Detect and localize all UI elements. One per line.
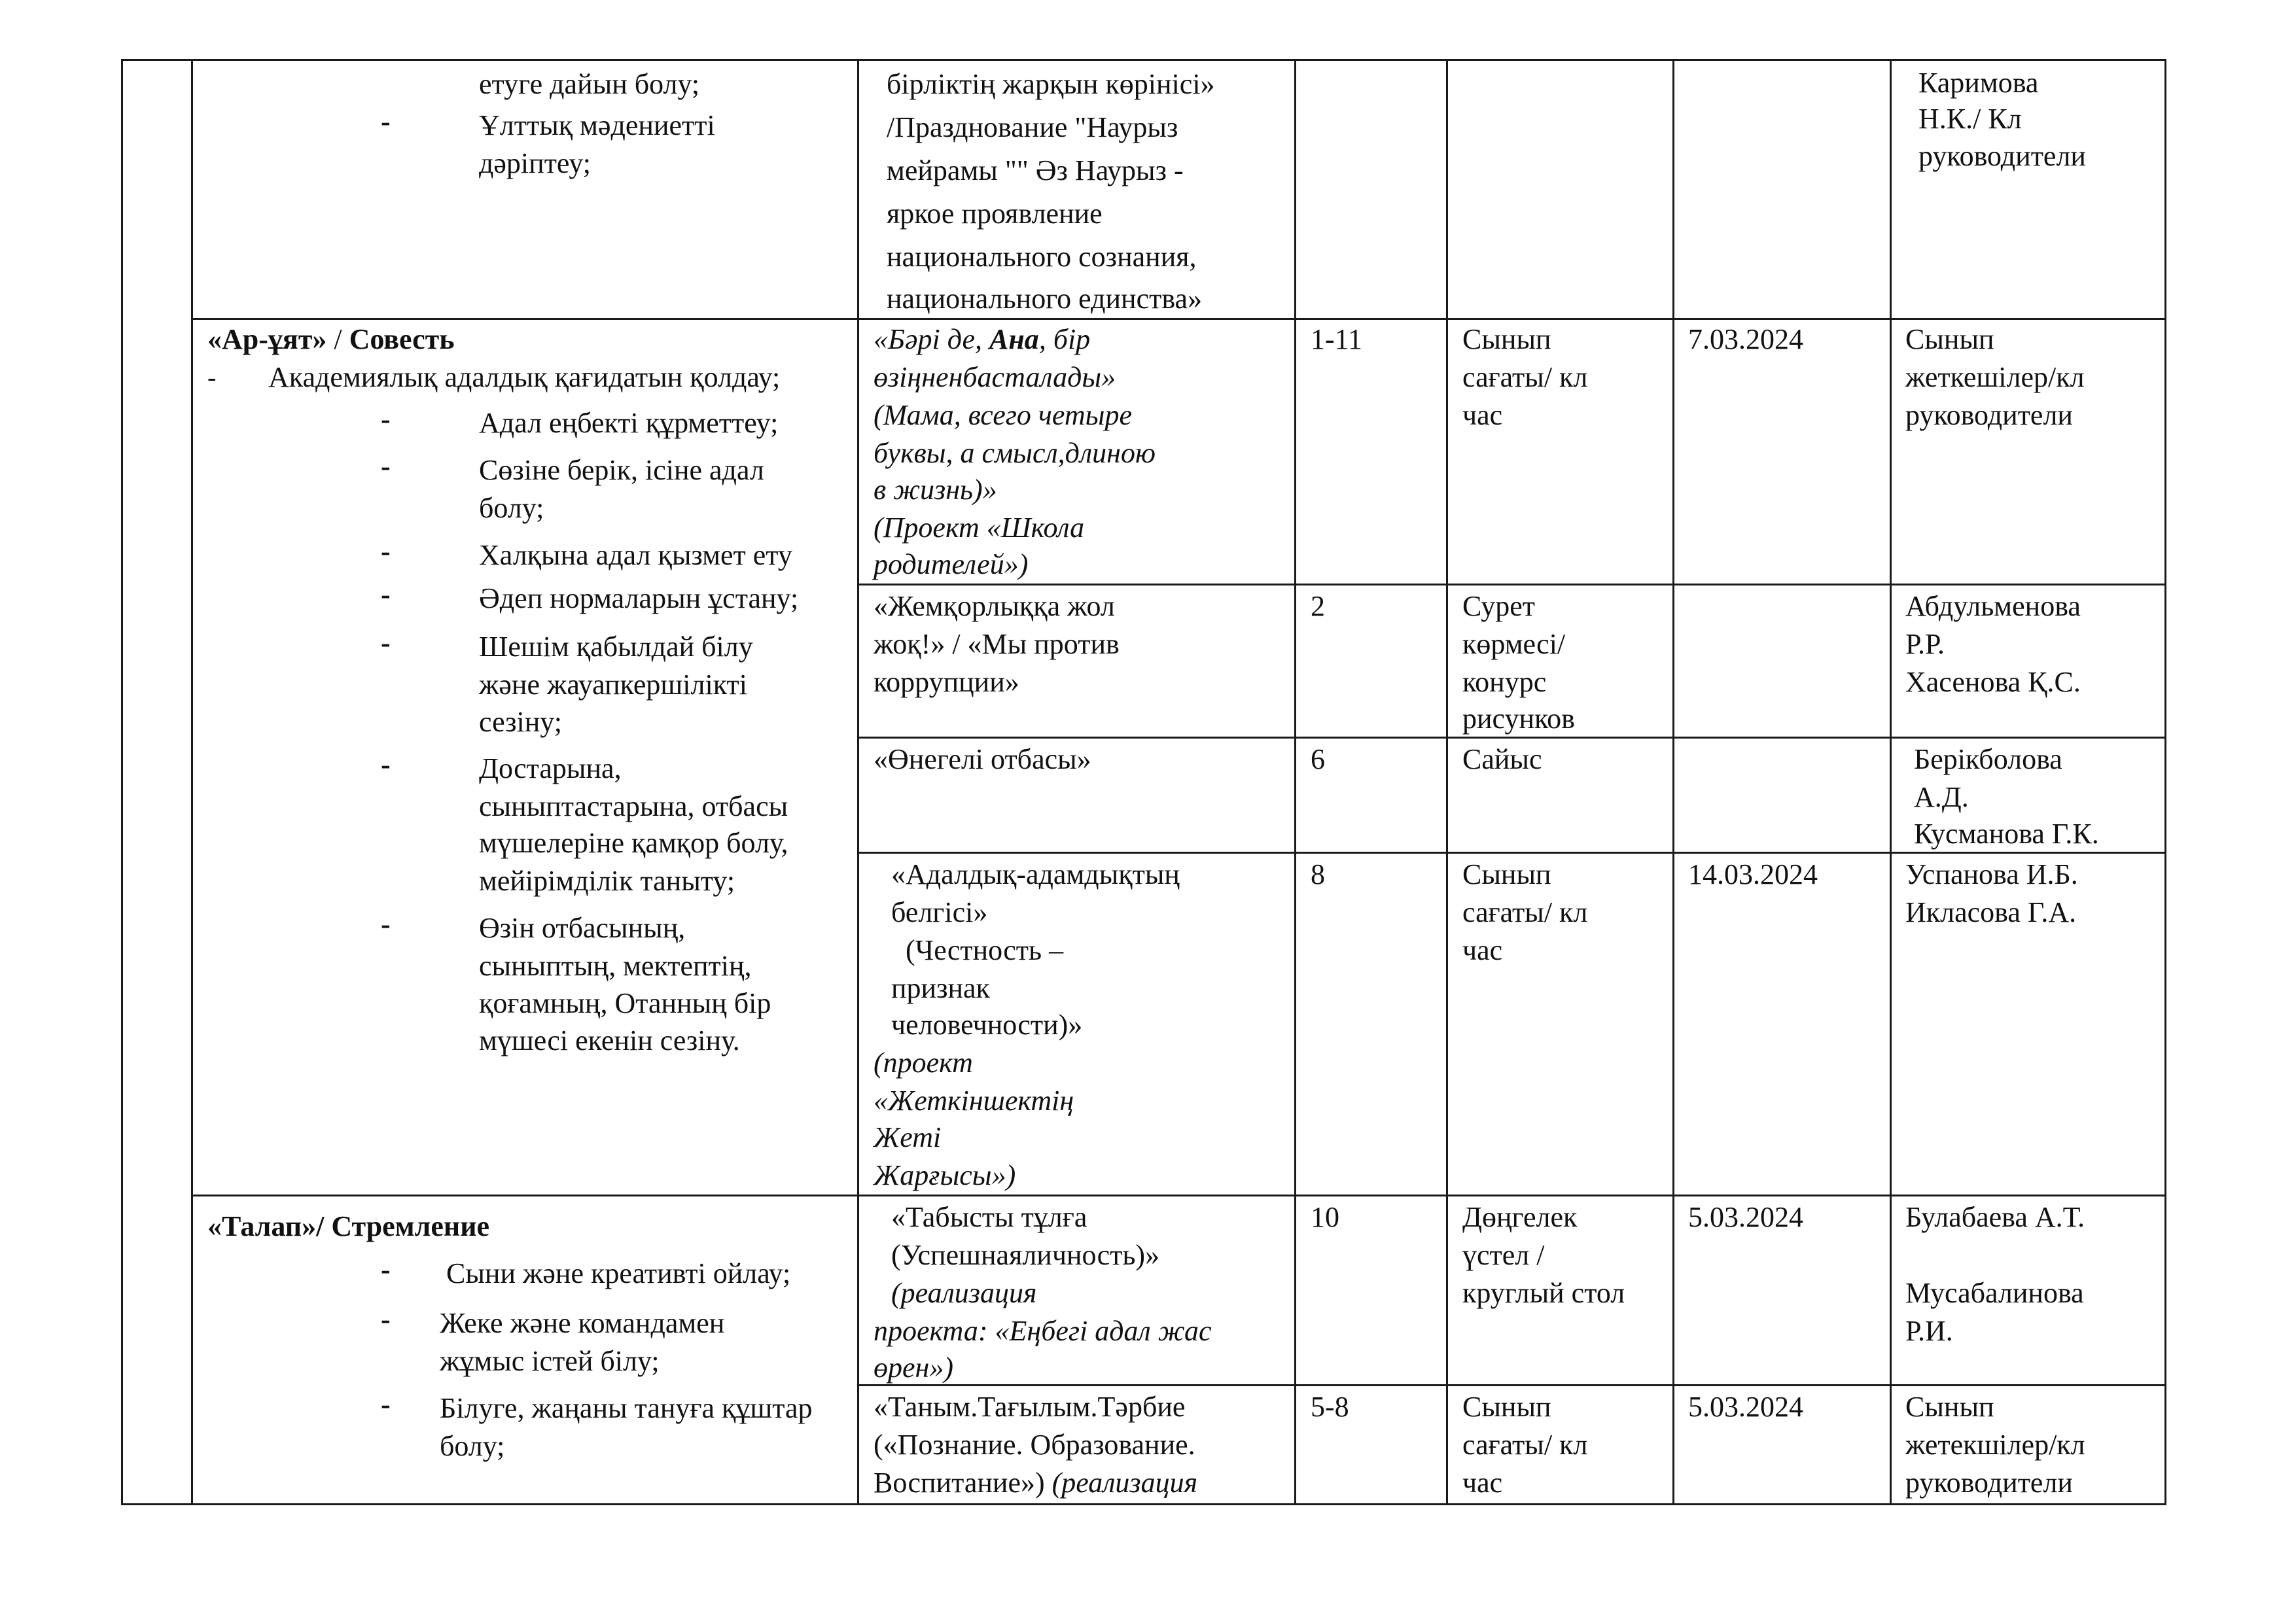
talap-event-2-title-line-2: («Познание. Образование. bbox=[874, 1429, 1195, 1461]
ar-event-4-date: 14.03.2024 bbox=[1688, 858, 1818, 890]
ar-event-1-title-pre: «Бәрі де, bbox=[874, 323, 990, 355]
talap-event-2-form-line-2: сағаты/ кл bbox=[1462, 1429, 1588, 1461]
talap-event-2-form-line-3: час bbox=[1462, 1467, 1503, 1499]
talap-event-1-form-line-1: Дөңгелек bbox=[1462, 1201, 1578, 1233]
talap-event-2-resp-line-3: руководители bbox=[1905, 1467, 2073, 1499]
talap-item-2-line-1: Жеке және командамен bbox=[440, 1307, 725, 1339]
talap-event-1-title-line-2: (Успешнаяличность)» bbox=[891, 1239, 1160, 1271]
ar-event-1-title-line-1 bbox=[874, 321, 1090, 358]
table-border-bottom bbox=[121, 1503, 2166, 1505]
ar-item-5-line-2: және жауапкершілікті bbox=[479, 669, 747, 701]
ar-item-5-line-3: сезіну; bbox=[479, 706, 562, 738]
ar-event-2-resp-line-1: Абдульменова bbox=[1905, 590, 2081, 622]
col-divider-2 bbox=[857, 59, 859, 1505]
ar-item-6-line-3: мүшелеріне қамқор болу, bbox=[479, 827, 788, 859]
bullet-dash: - bbox=[381, 1388, 391, 1420]
ar-event-1-form-line-3: час bbox=[1462, 399, 1503, 431]
talap-event-1-grade: 10 bbox=[1311, 1201, 1339, 1233]
ar-heading-ru: Совесть bbox=[349, 323, 455, 355]
ar-event-4-grade: 8 bbox=[1311, 858, 1325, 890]
talap-event-1-italic-line-1: (реализация bbox=[891, 1277, 1037, 1309]
ar-event-2-title-line-1: «Жемқорлыққа жол bbox=[874, 590, 1115, 622]
talap-item-3-line-1: Білуге, жаңаны тануға құштар bbox=[440, 1392, 813, 1424]
top-value-line-3: дәріптеу; bbox=[479, 147, 591, 179]
ar-event-1-title-bold: Ана bbox=[989, 323, 1039, 355]
ar-item-5-line-1: Шешім қабылдай білу bbox=[479, 631, 753, 663]
ar-event-1-ru-line-4: (Проект «Школа bbox=[874, 512, 1085, 544]
ar-item-7-line-4: мүшесі екенін сезіну. bbox=[479, 1024, 740, 1056]
talap-event-1-resp-line-3: Мусабалинова bbox=[1905, 1277, 2084, 1309]
ar-event-4-title-line-1: «Адалдық-адамдықтың bbox=[891, 858, 1180, 890]
ar-event-3-grade: 6 bbox=[1311, 743, 1325, 775]
ar-event-2-title-line-2: жоқ!» / «Мы против bbox=[874, 628, 1120, 660]
ar-item-3: Халқына адал қызмет ету bbox=[479, 539, 792, 571]
ar-event-1-resp-line-1: Сынып bbox=[1905, 323, 1994, 355]
ar-item-1: Адал еңбекті құрметтеу; bbox=[479, 407, 779, 439]
ar-item-7-line-1: Өзін отбасының, bbox=[479, 912, 686, 944]
ar-event-3-title: «Өнегелі отбасы» bbox=[874, 743, 1091, 775]
ar-event-2-title-line-3: коррупции» bbox=[874, 666, 1019, 698]
talap-event-2-title-pre: Воспитание») bbox=[874, 1467, 1052, 1499]
ar-heading-kz: «Ар-ұят» bbox=[207, 323, 327, 355]
ar-item-6-line-2: сыныптастарына, отбасы bbox=[479, 790, 788, 822]
talap-event-1-title-line-1: «Табысты тұлға bbox=[891, 1201, 1087, 1233]
ar-item-6-line-1: Достарына, bbox=[479, 752, 622, 784]
ar-item-7-line-3: қоғамның, Отанның бір bbox=[479, 987, 771, 1019]
ar-event-1-date: 7.03.2024 bbox=[1688, 323, 1803, 355]
top-event-line-6: национального единства» bbox=[887, 283, 1203, 315]
ar-heading bbox=[207, 321, 454, 358]
row-divider-talap bbox=[191, 1195, 2166, 1196]
ar-event-3-resp-line-1: Берікболова bbox=[1914, 743, 2062, 775]
ar-event-4-title-line-4: признак bbox=[891, 972, 990, 1004]
ar-event-4-form-line-1: Сынып bbox=[1462, 858, 1551, 890]
ar-event-4-resp-line-2: Икласова Г.А. bbox=[1905, 896, 2077, 928]
ar-event-4-project-line-4: Жарғысы») bbox=[874, 1159, 1016, 1191]
talap-item-2-line-2: жұмыс істей білу; bbox=[440, 1345, 660, 1377]
talap-event-2-title-line-1: «Таным.Тағылым.Тәрбие bbox=[874, 1391, 1186, 1423]
talap-event-1-form-line-2: үстел / bbox=[1462, 1239, 1545, 1271]
table-border-left bbox=[121, 59, 123, 1505]
ar-event-4-title-line-2: белгісі» bbox=[891, 896, 988, 928]
top-responsible-line-1: Каримова bbox=[1918, 67, 2039, 99]
top-responsible-line-3: руководители bbox=[1918, 140, 2086, 172]
ar-event-1-ru-line-5: родителей») bbox=[874, 548, 1029, 580]
bullet-dash: - bbox=[381, 1303, 391, 1335]
ar-item-2-line-2: болу; bbox=[479, 492, 544, 524]
top-value-line-2: Ұлттық мәдениетті bbox=[479, 109, 715, 141]
top-event-line-3: мейрамы "" Әз Наурыз - bbox=[887, 154, 1184, 186]
talap-event-1-resp-line-4: Р.И. bbox=[1905, 1315, 1953, 1347]
ar-event-1-title-line-2: өзіңненбасталады» bbox=[874, 361, 1116, 393]
col-divider-5 bbox=[1672, 59, 1674, 1505]
ar-event-2-grade: 2 bbox=[1311, 590, 1325, 622]
talap-event-2-title-italic: (реализация bbox=[1051, 1467, 1198, 1499]
table-border-right bbox=[2164, 59, 2166, 1505]
ar-event-1-ru-line-3: в жизнь)» bbox=[874, 474, 997, 506]
talap-heading: «Талап»/ Стремление bbox=[207, 1210, 490, 1242]
top-value-line-1: етуге дайын болу; bbox=[479, 68, 700, 100]
ar-event-1-form-line-1: Сынып bbox=[1462, 323, 1551, 355]
ar-event-1-grade: 1-11 bbox=[1311, 323, 1363, 355]
bullet-dash: - bbox=[381, 578, 391, 610]
ar-event-1-resp-line-2: жеткешілер/кл bbox=[1905, 361, 2085, 393]
bullet-dash: - bbox=[381, 908, 391, 940]
ar-event-1-form-line-2: сағаты/ кл bbox=[1462, 361, 1588, 393]
ar-event-2-form-line-4: рисунков bbox=[1462, 703, 1575, 735]
ar-heading-separator: / bbox=[327, 323, 349, 355]
bullet-dash: - bbox=[381, 748, 391, 780]
ar-event-3-resp-line-3: Кусманова Г.К. bbox=[1914, 818, 2099, 850]
ar-event-4-form-line-3: час bbox=[1462, 934, 1503, 966]
talap-event-2-grade: 5-8 bbox=[1311, 1391, 1349, 1423]
bullet-dash: - bbox=[381, 403, 391, 435]
ar-event-4-project-line-2: «Жеткіншектің bbox=[874, 1085, 1074, 1117]
talap-item-1: Сыни және креативті ойлау; bbox=[446, 1257, 791, 1289]
talap-event-1-form-line-3: круглый стол bbox=[1462, 1277, 1625, 1309]
top-responsible-line-2: Н.К./ Кл bbox=[1918, 103, 2022, 135]
ar-item-4: Әдеп нормаларын ұстану; bbox=[479, 582, 799, 614]
subrow-divider-1 bbox=[857, 584, 2166, 585]
bullet-dash: - bbox=[381, 1253, 391, 1285]
talap-event-2-title-line-3 bbox=[874, 1464, 1197, 1502]
ar-event-3-resp-line-2: А.Д. bbox=[1914, 781, 1969, 813]
top-event-line-4: яркое проявление bbox=[887, 198, 1103, 230]
ar-event-4-resp-line-1: Успанова И.Б. bbox=[1905, 858, 2078, 890]
ar-lead-dash: - bbox=[207, 362, 217, 392]
talap-event-2-resp-line-2: жетекшілер/кл bbox=[1905, 1429, 2085, 1461]
ar-event-2-resp-line-3: Хасенова Қ.С. bbox=[1905, 666, 2081, 698]
talap-event-1-date: 5.03.2024 bbox=[1688, 1201, 1803, 1233]
ar-event-2-form-line-3: конурс bbox=[1462, 666, 1547, 698]
subrow-divider-4 bbox=[857, 1384, 2166, 1386]
talap-event-2-date: 5.03.2024 bbox=[1688, 1391, 1803, 1423]
talap-item-3-line-2: болу; bbox=[440, 1430, 505, 1462]
ar-event-4-project-line-1: (проект bbox=[874, 1047, 973, 1079]
col-divider-3 bbox=[1294, 59, 1296, 1505]
bullet-dash: - bbox=[381, 535, 391, 567]
ar-event-4-title-line-3: (Честность – bbox=[891, 934, 1064, 966]
talap-event-2-resp-line-1: Сынып bbox=[1905, 1391, 1994, 1423]
ar-event-1-ru-line-1: (Мама, всего четыре bbox=[874, 399, 1132, 431]
talap-event-1-resp-line-1: Булабаева А.Т. bbox=[1905, 1201, 2085, 1233]
top-event-line-1: бірліктің жарқын көрінісі» bbox=[887, 68, 1215, 100]
bullet-dash: - bbox=[381, 450, 391, 482]
table-border-top bbox=[121, 59, 2166, 61]
talap-event-2-form-line-1: Сынып bbox=[1462, 1391, 1551, 1423]
talap-event-1-italic-line-2: проекта: «Еңбегі адал жас bbox=[874, 1315, 1212, 1347]
ar-item-7-line-2: сыныптың, мектептің, bbox=[479, 950, 752, 982]
ar-event-4-title-line-5: человечности)» bbox=[891, 1009, 1083, 1041]
ar-event-4-project-line-3: Жеті bbox=[874, 1121, 942, 1153]
ar-event-4-form-line-2: сағаты/ кл bbox=[1462, 896, 1588, 928]
col-divider-1 bbox=[191, 59, 193, 1505]
ar-event-1-resp-line-3: руководители bbox=[1905, 399, 2073, 431]
ar-event-2-form-line-1: Сурет bbox=[1462, 590, 1536, 622]
col-divider-6 bbox=[1890, 59, 1892, 1505]
row-divider-ar bbox=[191, 318, 2166, 320]
top-event-line-2: /Празднование "Наурыз bbox=[887, 111, 1178, 143]
ar-event-2-resp-line-2: Р.Р. bbox=[1905, 628, 1945, 660]
bullet-dash: - bbox=[381, 627, 391, 659]
col-divider-4 bbox=[1446, 59, 1448, 1505]
ar-lead: Академиялық адалдық қағидатын қолдау; bbox=[268, 361, 781, 393]
talap-event-1-italic-line-3: өрен») bbox=[874, 1352, 954, 1384]
ar-item-6-line-4: мейірімділік таныту; bbox=[479, 865, 735, 897]
ar-event-3-form: Сайыс bbox=[1462, 743, 1542, 775]
ar-event-1-ru-line-2: буквы, а смысл,длиною bbox=[874, 437, 1156, 469]
bullet-dash: - bbox=[381, 105, 391, 137]
ar-event-2-form-line-2: көрмесі/ bbox=[1462, 628, 1566, 660]
ar-item-2-line-1: Сөзіне берік, ісіне адал bbox=[479, 454, 764, 486]
top-event-line-5: национального сознания, bbox=[887, 241, 1197, 273]
ar-event-1-title-post: , бір bbox=[1038, 323, 1091, 355]
